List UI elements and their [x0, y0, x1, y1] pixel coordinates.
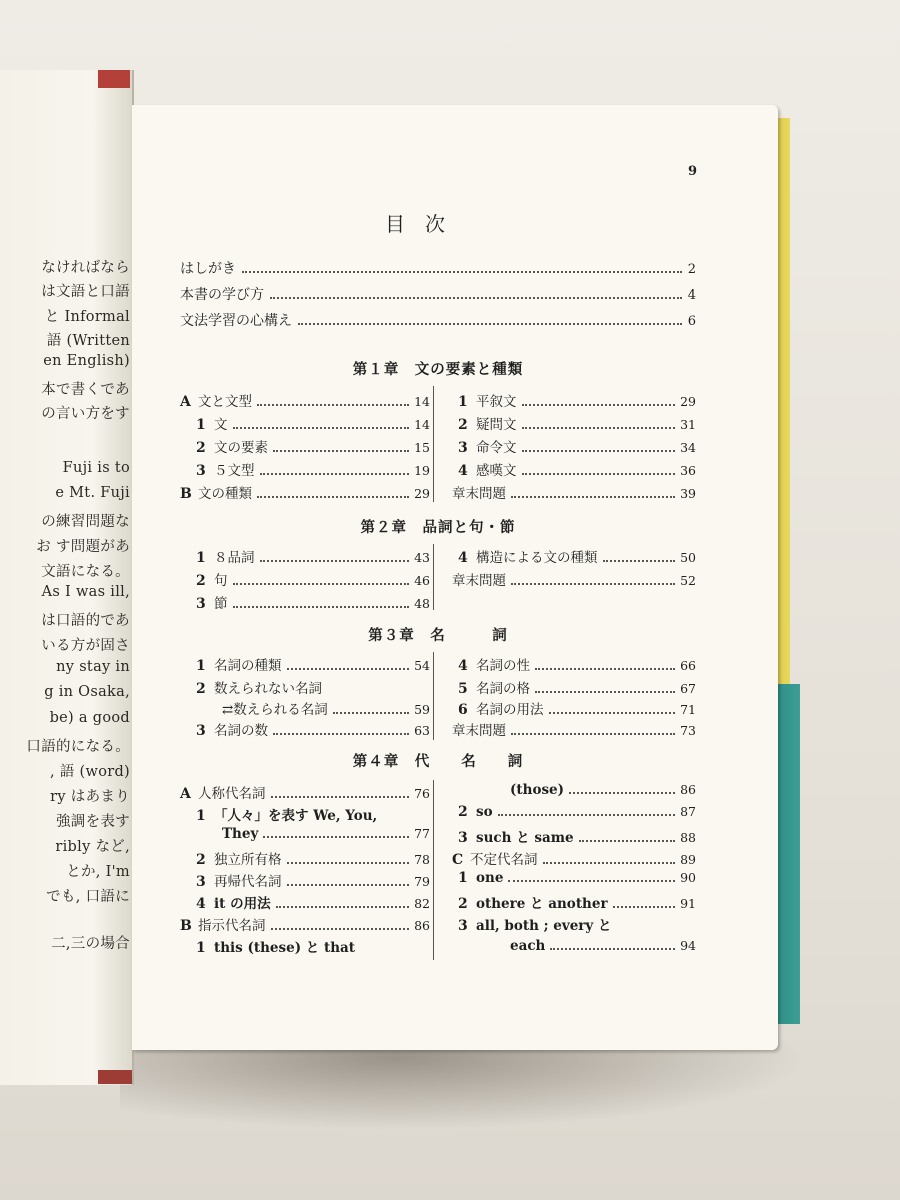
- toc-entry: 3 such と same 88: [458, 830, 696, 846]
- toc-entry: 1 文 14: [196, 417, 430, 433]
- toc-entry: 6 名詞の用法 71: [458, 702, 696, 718]
- chapter-heading: 第４章 代 名 詞: [352, 753, 524, 770]
- book-shadow: [120, 1040, 810, 1130]
- toc-entry: 4 it の用法 82: [196, 896, 430, 912]
- toc-title: 目 次: [385, 212, 445, 236]
- toc-entry: 3 名詞の数 63: [196, 723, 430, 739]
- toc-entry: 2 数えられない名詞: [196, 681, 322, 697]
- toc-entry: ⇄数えられる名詞 59: [222, 702, 430, 718]
- left-text-line: でも, 口語に: [46, 889, 130, 905]
- left-text-line: 強調を表す: [56, 814, 130, 830]
- column-divider: [433, 386, 434, 502]
- toc-entry: 本書の学び方 4: [180, 287, 696, 303]
- left-text-line: なければなら: [41, 260, 130, 276]
- book-edge-red-top: [98, 70, 130, 88]
- left-text-line: は口語的であ: [41, 613, 130, 629]
- toc-entry: They 77: [222, 826, 430, 842]
- page-number: 9: [688, 164, 698, 179]
- left-text-line: と Informal: [44, 309, 130, 325]
- left-text-line: ribly など,: [55, 839, 130, 855]
- toc-entry: 4 構造による文の種類 50: [458, 550, 696, 566]
- toc-entry: 章末問題 39: [452, 486, 696, 502]
- toc-entry: 2 独立所有格 78: [196, 852, 430, 868]
- toc-entry: A 文と文型 14: [180, 394, 430, 410]
- toc-entry: 1 one 90: [458, 870, 696, 886]
- left-text-line: は文語と口語: [41, 284, 130, 300]
- left-text-line: g in Osaka,: [44, 684, 130, 700]
- toc-entry: 4 名詞の性 66: [458, 658, 696, 674]
- chapter-heading: 第１章 文の要素と種類: [352, 361, 524, 378]
- left-text-line: ry はあまり: [50, 789, 130, 805]
- chapter-heading: 第３章 名 詞: [368, 627, 508, 644]
- left-text-line: 口語的になる。: [26, 739, 130, 755]
- toc-entry: 文法学習の心構え 6: [180, 313, 696, 329]
- toc-entry: 5 名詞の格 67: [458, 681, 696, 697]
- toc-entry: (those) 86: [510, 782, 696, 798]
- toc-entry: 1 this (these) と that: [196, 940, 356, 956]
- toc-entry: A 人称代名詞 76: [180, 786, 430, 802]
- left-text-line: の練習問題な: [41, 514, 130, 530]
- toc-entry: C 不定代名詞 89: [452, 852, 696, 868]
- toc-entry: 4 感嘆文 36: [458, 463, 696, 479]
- left-text-line: いる方が固さ: [41, 638, 130, 654]
- column-divider: [433, 652, 434, 740]
- left-text-line: be) a good: [49, 710, 130, 726]
- toc-entry: 3 命令文 34: [458, 440, 696, 456]
- left-text-line: en English): [43, 353, 130, 369]
- toc-entry: 2 疑問文 31: [458, 417, 696, 433]
- toc-entry: 1 「人々」を表す We, You,: [196, 808, 378, 824]
- toc-entry: 3 節 48: [196, 596, 430, 612]
- left-text-line: e Mt. Fuji: [55, 485, 130, 501]
- chapter-heading: 第２章 品詞と句・節: [360, 519, 516, 536]
- toc-entry: 1 平叙文 29: [458, 394, 696, 410]
- left-text-line: お す問題があ: [36, 539, 130, 555]
- toc-entry: 2 句 46: [196, 573, 430, 589]
- left-text-line: とか, I'm: [66, 864, 130, 880]
- left-text-line: ny stay in: [56, 659, 130, 675]
- column-divider: [433, 544, 434, 610]
- toc-entry: B 指示代名詞 86: [180, 918, 430, 934]
- column-divider: [433, 780, 434, 960]
- toc-entry: はしがき 2: [180, 261, 696, 277]
- book-edge-red-bottom: [98, 1070, 132, 1084]
- left-text-line: 二,三の場合: [51, 936, 130, 952]
- toc-entry: 3 再帰代名詞 79: [196, 874, 430, 890]
- toc-entry: B 文の種類 29: [180, 486, 430, 502]
- toc-entry: 1 ８品詞 43: [196, 550, 430, 566]
- toc-entry: 章末問題 73: [452, 723, 696, 739]
- left-text-line: 語 (Written: [46, 333, 130, 349]
- toc-entry: 章末問題 52: [452, 573, 696, 589]
- left-text-line: 本で書くであ: [41, 382, 130, 398]
- toc-entry: each 94: [510, 938, 696, 954]
- toc-entry: 2 so 87: [458, 804, 696, 820]
- toc-entry: 1 名詞の種類 54: [196, 658, 430, 674]
- left-text-line: Fuji is to: [62, 460, 130, 476]
- toc-entry: 2 othere と another 91: [458, 896, 696, 912]
- left-page: [0, 70, 134, 1085]
- left-text-line: の言い方をす: [41, 406, 130, 422]
- toc-entry: 2 文の要素 15: [196, 440, 430, 456]
- toc-entry: 3 ５文型 19: [196, 463, 430, 479]
- toc-entry: 3 all, both ; every と: [458, 918, 612, 934]
- left-text-line: 文語になる。: [41, 564, 130, 580]
- left-text-line: , 語 (word): [50, 764, 130, 780]
- left-text-line: As I was ill,: [41, 584, 130, 600]
